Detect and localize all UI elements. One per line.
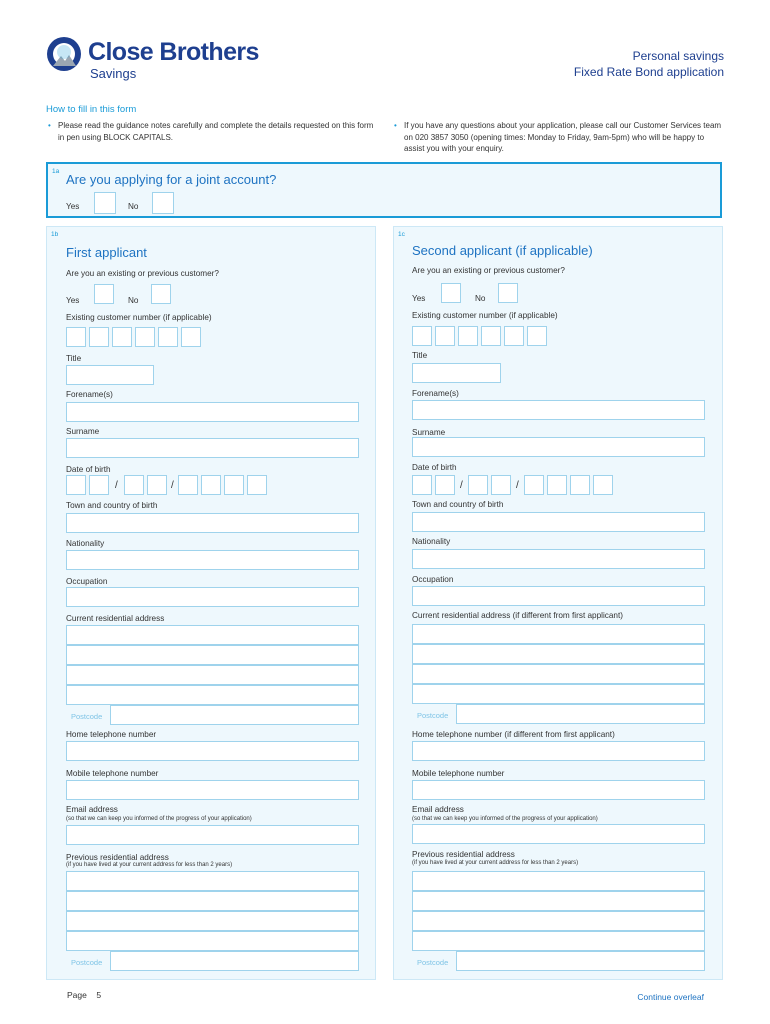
first-address-line[interactable] <box>66 665 359 685</box>
first-title-field[interactable] <box>66 365 154 385</box>
first-no-checkbox[interactable] <box>151 284 171 304</box>
second-postcode-label: Postcode <box>417 711 449 720</box>
joint-yes-label: Yes <box>66 202 80 211</box>
second-title-label: Title <box>412 351 428 360</box>
first-email-label: Email address <box>66 805 118 814</box>
second-customer-number-box[interactable] <box>527 326 547 346</box>
first-applicant-heading: First applicant <box>66 245 147 260</box>
second-dob-year-box[interactable] <box>593 475 613 495</box>
second-dob-year-box[interactable] <box>570 475 590 495</box>
first-mobile-label: Mobile telephone number <box>66 769 159 778</box>
page-label: Page <box>67 990 87 1000</box>
joint-account-section <box>46 162 722 218</box>
form-title <box>574 48 724 80</box>
second-dob-day-box[interactable] <box>435 475 455 495</box>
first-prev-address-line[interactable] <box>66 911 359 931</box>
first-email-note: (so that we can keep you informed of the progress of your application) <box>66 816 252 822</box>
joint-no-checkbox[interactable] <box>152 192 174 214</box>
second-forenames-field[interactable] <box>412 400 705 420</box>
first-town-field[interactable] <box>66 513 359 533</box>
second-applicant-panel <box>393 226 723 980</box>
second-home-phone-label: Home telephone number (if different from first applicant) <box>412 730 615 739</box>
second-customer-number-label: Existing customer number (if applicable) <box>412 311 558 320</box>
second-nationality-label: Nationality <box>412 537 451 546</box>
second-surname-field[interactable] <box>412 437 705 457</box>
howto-bullet-2: • If you have any questions about your application, please call our Customer Services team on 020 3857 3050 (opening times: Monday to Friday, 9am-5pm) who will be happy to assist you with your enquiry. <box>404 120 722 155</box>
page-number-value: 5 <box>96 990 102 1000</box>
second-customer-number-box[interactable] <box>458 326 478 346</box>
first-address-label: Current residential address <box>66 614 165 623</box>
brand-sub: Savings <box>90 66 137 81</box>
first-no-label: No <box>128 296 139 305</box>
second-dob-year-box[interactable] <box>524 475 544 495</box>
first-prev-address-label: Previous residential address <box>66 853 169 862</box>
second-prev-address-note: (if you have lived at your current address for less than 2 years) <box>412 860 579 866</box>
second-dob-separator: / <box>516 480 519 491</box>
second-applicant-heading: Second applicant (if applicable) <box>412 243 593 258</box>
section-tag-1c: 1c <box>398 231 405 238</box>
second-customer-number-box[interactable] <box>504 326 524 346</box>
second-forenames-label: Forename(s) <box>412 389 459 398</box>
first-dob-day-box[interactable] <box>89 475 109 495</box>
first-address-line[interactable] <box>66 685 359 705</box>
second-email-label: Email address <box>412 805 464 814</box>
first-mobile-field[interactable] <box>66 780 359 800</box>
first-dob-day-box[interactable] <box>66 475 86 495</box>
continue-overleaf: Continue overleaf <box>637 992 704 1002</box>
first-nationality-field[interactable] <box>66 550 359 570</box>
second-prev-address-line[interactable] <box>412 911 705 931</box>
first-nationality-label: Nationality <box>66 539 105 548</box>
first-yes-label: Yes <box>66 296 80 305</box>
first-prev-address-line[interactable] <box>66 871 359 891</box>
first-prev-address-line[interactable] <box>66 931 359 951</box>
joint-no-label: No <box>128 202 139 211</box>
first-customer-number-box[interactable] <box>158 327 178 347</box>
first-dob-month-box[interactable] <box>147 475 167 495</box>
first-town-label: Town and country of birth <box>66 501 158 510</box>
first-email-field[interactable] <box>66 825 359 845</box>
first-applicant-panel <box>46 226 376 980</box>
second-address-line[interactable] <box>412 684 705 704</box>
second-address-label: Current residential address (if different from first applicant) <box>412 611 623 620</box>
section-tag-1a: 1a <box>52 168 60 175</box>
second-email-field[interactable] <box>412 824 705 844</box>
second-prev-address-label: Previous residential address <box>412 850 515 859</box>
second-customer-number-box[interactable] <box>481 326 501 346</box>
first-dob-month-box[interactable] <box>124 475 144 495</box>
second-mobile-field[interactable] <box>412 780 705 800</box>
first-prev-address-note: (if you have lived at your current address for less than 2 years) <box>66 862 233 868</box>
second-prev-postcode-field[interactable] <box>456 951 705 971</box>
joint-account-question: Are you applying for a joint account? <box>66 172 277 187</box>
second-title-field[interactable] <box>412 363 501 383</box>
second-home-phone-field[interactable] <box>412 741 705 761</box>
second-existing-question: Are you an existing or previous customer? <box>412 266 565 275</box>
first-dob-separator: / <box>115 480 118 491</box>
section-tag-1b: 1b <box>51 231 59 238</box>
close-brothers-logo-icon <box>46 36 82 72</box>
second-dob-month-box[interactable] <box>491 475 511 495</box>
first-home-phone-field[interactable] <box>66 741 359 761</box>
first-customer-number-box[interactable] <box>66 327 86 347</box>
second-surname-label: Surname <box>412 428 446 437</box>
howto-bullet-1: • Please read the guidance notes carefully and complete the details requested on this form in pen using BLOCK CAPITALS. <box>58 120 378 143</box>
first-customer-number-label: Existing customer number (if applicable) <box>66 313 212 322</box>
second-dob-year-box[interactable] <box>547 475 567 495</box>
first-postcode-field[interactable] <box>110 705 359 725</box>
first-forenames-field[interactable] <box>66 402 359 422</box>
joint-yes-checkbox[interactable] <box>94 192 116 214</box>
second-postcode-field[interactable] <box>456 704 705 724</box>
second-yes-label: Yes <box>412 294 426 303</box>
first-dob-separator: / <box>171 480 174 491</box>
second-address-line[interactable] <box>412 624 705 644</box>
first-prev-postcode-field[interactable] <box>110 951 359 971</box>
second-town-label: Town and country of birth <box>412 500 504 509</box>
first-address-line[interactable] <box>66 645 359 665</box>
first-dob-year-box[interactable] <box>224 475 244 495</box>
first-address-line[interactable] <box>66 625 359 645</box>
first-forenames-label: Forename(s) <box>66 390 113 399</box>
second-address-line[interactable] <box>412 644 705 664</box>
first-dob-year-box[interactable] <box>201 475 221 495</box>
first-dob-label: Date of birth <box>66 465 111 474</box>
first-prev-address-line[interactable] <box>66 891 359 911</box>
second-dob-day-box[interactable] <box>412 475 432 495</box>
second-no-label: No <box>475 294 486 303</box>
first-prev-postcode-label: Postcode <box>71 958 103 967</box>
first-surname-field[interactable] <box>66 438 359 458</box>
first-postcode-label: Postcode <box>71 712 103 721</box>
second-prev-address-line[interactable] <box>412 931 705 951</box>
second-prev-postcode-label: Postcode <box>417 958 449 967</box>
first-dob-year-box[interactable] <box>247 475 267 495</box>
first-customer-number-box[interactable] <box>135 327 155 347</box>
first-customer-number-box[interactable] <box>112 327 132 347</box>
first-existing-question: Are you an existing or previous customer? <box>66 269 219 278</box>
second-occupation-field[interactable] <box>412 586 705 606</box>
first-surname-label: Surname <box>66 427 100 436</box>
second-mobile-label: Mobile telephone number <box>412 769 505 778</box>
brand-logo <box>46 36 276 86</box>
first-title-label: Title <box>66 354 82 363</box>
page-number <box>67 990 101 1000</box>
second-yes-checkbox[interactable] <box>441 283 461 303</box>
second-occupation-label: Occupation <box>412 575 454 584</box>
second-prev-address-line[interactable] <box>412 871 705 891</box>
howto-title: How to fill in this form <box>46 104 137 115</box>
second-dob-month-box[interactable] <box>468 475 488 495</box>
form-title-line2: Fixed Rate Bond application <box>573 65 724 79</box>
first-yes-checkbox[interactable] <box>94 284 114 304</box>
second-no-checkbox[interactable] <box>498 283 518 303</box>
second-town-field[interactable] <box>412 512 705 532</box>
second-email-note: (so that we can keep you informed of the progress of your application) <box>412 816 598 822</box>
first-customer-number-box[interactable] <box>181 327 201 347</box>
second-prev-address-line[interactable] <box>412 891 705 911</box>
brand-name: Close Brothers <box>88 38 259 66</box>
second-dob-separator: / <box>460 480 463 491</box>
first-dob-year-box[interactable] <box>178 475 198 495</box>
second-customer-number-box[interactable] <box>412 326 432 346</box>
first-occupation-field[interactable] <box>66 587 359 607</box>
second-customer-number-box[interactable] <box>435 326 455 346</box>
first-occupation-label: Occupation <box>66 577 108 586</box>
first-home-phone-label: Home telephone number <box>66 730 157 739</box>
second-nationality-field[interactable] <box>412 549 705 569</box>
second-address-line[interactable] <box>412 664 705 684</box>
form-title-line1: Personal savings <box>632 49 724 63</box>
second-dob-label: Date of birth <box>412 463 457 472</box>
first-customer-number-box[interactable] <box>89 327 109 347</box>
